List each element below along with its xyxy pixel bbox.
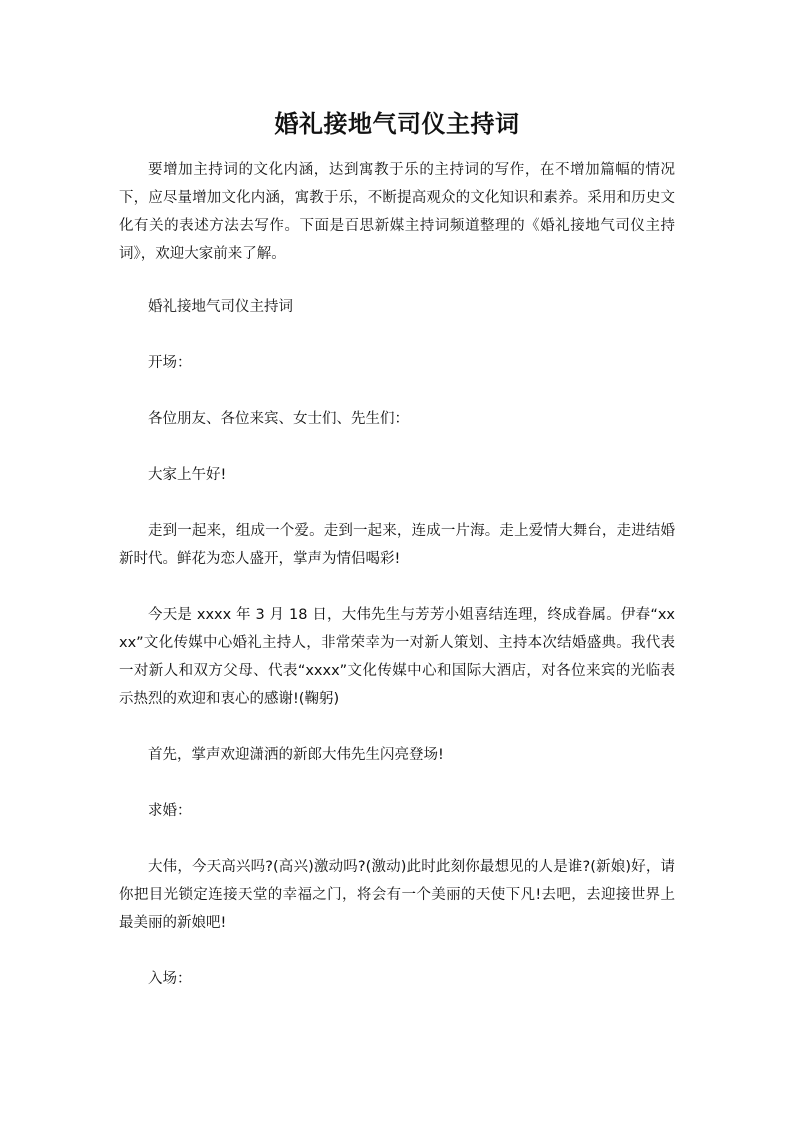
section-heading: 婚礼接地气司仪主持词 bbox=[148, 299, 293, 315]
document-title: 婚礼接地气司仪主持词 bbox=[274, 110, 520, 138]
section-label-proposal: 求婚： bbox=[148, 803, 192, 819]
document-body bbox=[119, 156, 675, 1021]
section-label-entrance: 入场： bbox=[148, 971, 192, 987]
ceremony-intro-paragraph: 今天是 xxxx 年 3 月 18 日，大伟先生与芳芳小姐喜结连理，终成眷属。伊春“xxxx”文化传媒中心婚礼主持人，非常荣幸为一对新人策划、主持本次结婚盛典。我代表一对新人和双方父母、代表“xxxx”文化传媒中心和国际大酒店，对各位来宾的光临表示热烈的欢迎和衷心的感谢!(鞠躬) bbox=[119, 607, 675, 707]
groom-entrance-paragraph: 首先，掌声欢迎潇洒的新郎大伟先生闪亮登场! bbox=[148, 747, 444, 763]
section-label-opening: 开场： bbox=[148, 355, 192, 371]
proposal-paragraph: 大伟，今天高兴吗?(高兴)激动吗?(激动)此时此刻你最想见的人是谁?(新娘)好，请你把目光锁定连接天堂的幸福之门，将会有一个美丽的天使下凡!去吧，去迎接世界上最美丽的新娘吧! bbox=[119, 859, 675, 931]
opening-verse-paragraph: 走到一起来，组成一个爱。走到一起来，连成一片海。走上爱情大舞台，走进结婚新时代。鲜花为恋人盛开，掌声为情侣喝彩! bbox=[119, 523, 675, 567]
intro-paragraph: 要增加主持词的文化内涵，达到寓教于乐的主持词的写作，在不增加篇幅的情况下，应尽量增加文化内涵，寓教于乐，不断提高观众的文化知识和素养。采用和历史文化有关的表述方法去写作。下面是百思新媒主持词频道整理的《婚礼接地气司仪主持词》，欢迎大家前来了解。 bbox=[119, 162, 675, 262]
greeting-paragraph: 各位朋友、各位来宾、女士们、先生们： bbox=[148, 411, 409, 427]
morning-greeting-paragraph: 大家上午好! bbox=[148, 467, 227, 483]
